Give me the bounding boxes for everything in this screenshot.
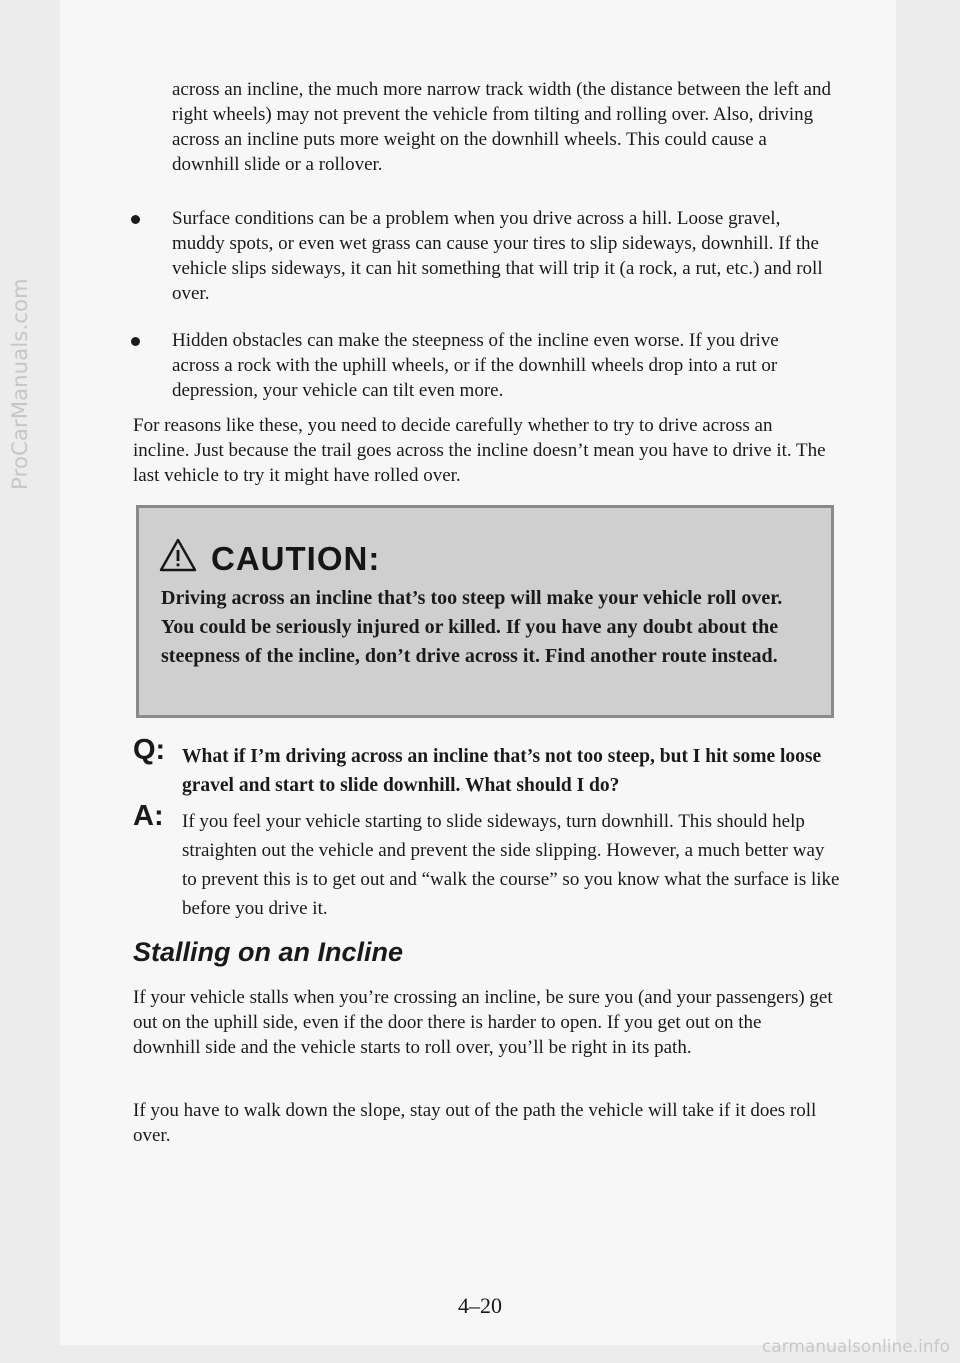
side-watermark-text: ProCarManuals.com	[8, 278, 32, 490]
caution-title: CAUTION:	[211, 540, 381, 577]
stalling-paragraph-2: If you have to walk down the slope, stay out of the path the vehicle will take if it does roll over.	[133, 1100, 817, 1146]
question-text: What if I’m driving across an incline that’s not too steep, but I hit some loose gravel and start to slide downhill. What should I do?	[182, 746, 822, 796]
intro-continuation-paragraph: across an incline, the much more narrow track width (the distance between the left and right wheels) may not prevent the vehicle from tilting and rolling over. Also, driving across an incline puts more weight on the downhill wheels. This could cause a downhill slide or a rollover.	[172, 79, 831, 175]
bullet-text: Surface conditions can be a problem when you drive across a hill. Loose gravel, muddy spots, or even wet grass can cause your tires to slip sideways, downhill. If the vehicle slips sideways, it can hit something that will trip it (a rock, a rut, etc.) and roll over.	[172, 208, 823, 304]
bottom-watermark: carmanualsonline.info	[761, 1337, 950, 1357]
bullet-icon	[131, 337, 140, 346]
bullet-text: Hidden obstacles can make the steepness of the incline even worse. If you drive across a rock with the uphill wheels, or if the downhill wheels drop into a rut or depression, your vehicle can tilt even more.	[172, 330, 779, 401]
side-watermark	[0, 0, 40, 1363]
warning-triangle-icon	[159, 538, 197, 572]
bullet-item-hidden-obstacles	[128, 328, 828, 403]
reasons-paragraph: For reasons like these, you need to decide carefully whether to try to drive across an incline. Just because the trail goes across the incline doesn’t mean you have to drive it. The last vehicle to try it might have rolled over.	[133, 415, 826, 486]
bullet-item-surface-conditions	[128, 206, 828, 306]
answer-text: If you feel your vehicle starting to slide sideways, turn downhill. This should help straighten out the vehicle and prevent the side slipping. However, a much better way to prevent this is to get out and “walk the course” so you know what the surface is like before you drive it.	[182, 811, 840, 919]
caution-text: Driving across an incline that’s too steep will make your vehicle roll over. You could be seriously injured or killed. If you have any doubt about the steepness of the incline, don’t drive across it. Find another route instead.	[161, 587, 783, 667]
bullet-icon	[131, 215, 140, 224]
caution-box	[136, 505, 834, 718]
stalling-paragraph-1: If your vehicle stalls when you’re crossing an incline, be sure you (and your passengers) get out on the uphill side, even if the door there is harder to open. If you get out on the downhill side and the vehicle starts to roll over, you’ll be right in its path.	[133, 987, 833, 1058]
section-heading: Stalling on an Incline	[133, 937, 404, 967]
page-number: 4–20	[458, 1293, 502, 1318]
question-label: Q:	[133, 734, 166, 766]
answer-label: A:	[133, 800, 164, 832]
